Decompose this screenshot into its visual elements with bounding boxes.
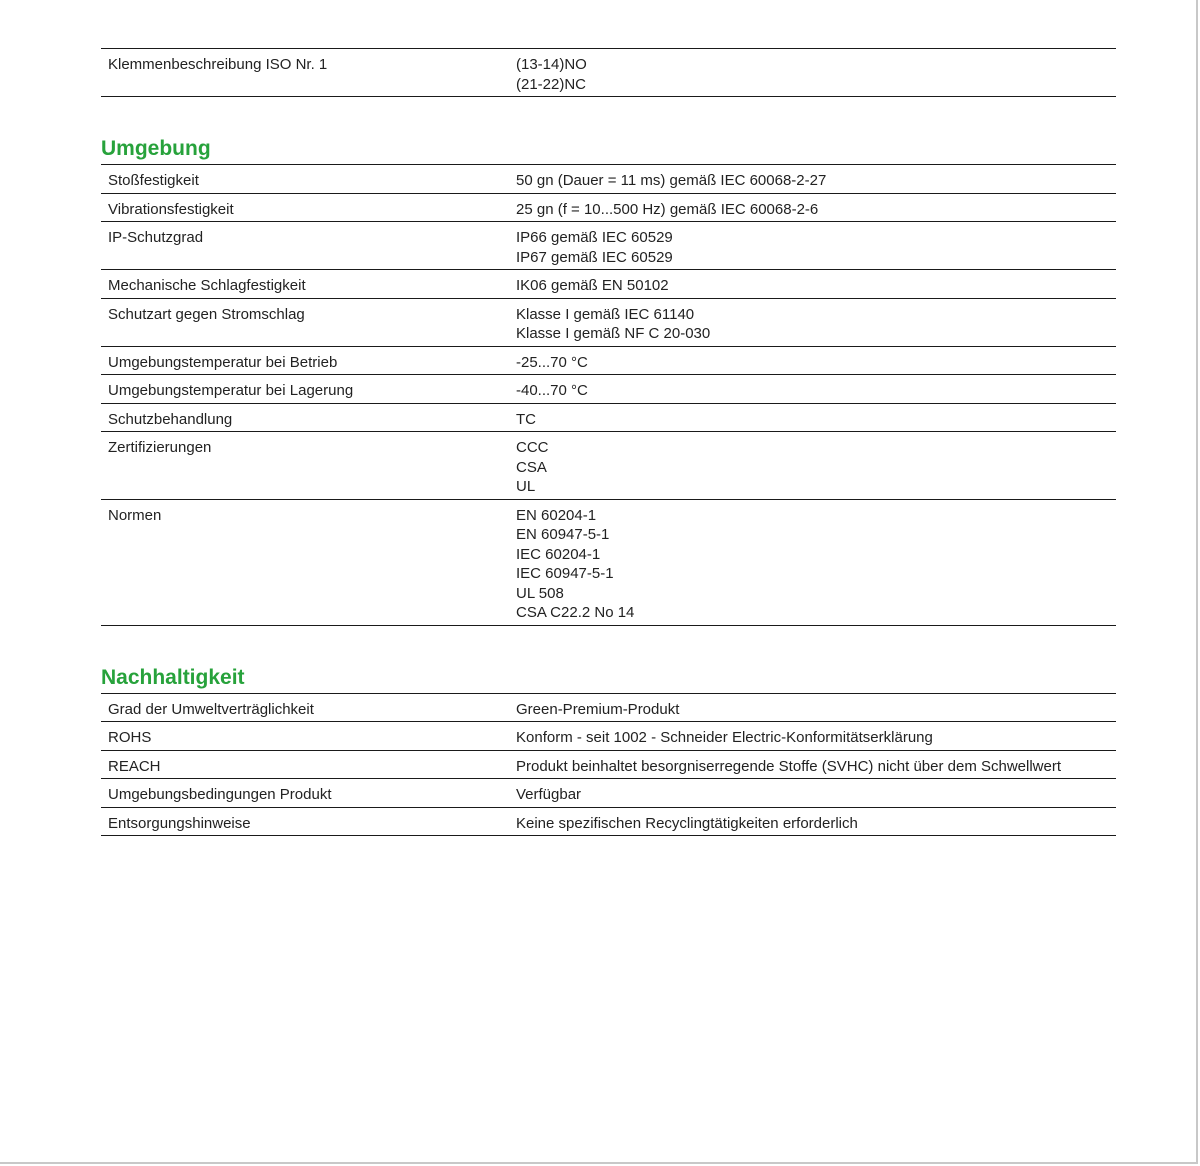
spec-value-cell <box>509 807 1116 836</box>
terminal-spec-table <box>101 48 1116 97</box>
spec-value-cell <box>509 375 1116 404</box>
spec-value: TC <box>516 410 536 428</box>
spec-value-cell <box>509 779 1116 808</box>
spec-label: Umgebungstemperatur bei Betrieb <box>101 346 509 375</box>
spec-label: IP-Schutzgrad <box>101 222 509 270</box>
spec-row <box>101 722 1116 751</box>
spec-label: Zertifizierungen <box>101 432 509 500</box>
spec-value: Verfügbar <box>516 786 582 803</box>
spec-label: Normen <box>101 499 509 625</box>
section-title-nachhaltigkeit: Nachhaltigkeit <box>101 665 245 689</box>
spec-value: EN 60947-5-1 <box>516 526 610 543</box>
spec-row <box>101 499 1116 625</box>
document-content <box>101 48 1116 836</box>
spec-value: Konform - seit 1002 - Schneider Electric-Konformitätserklärung <box>516 729 933 746</box>
spec-row <box>101 750 1116 779</box>
spec-value-cell <box>509 722 1116 751</box>
spec-value-cell <box>509 750 1116 779</box>
nachhaltigkeit-section <box>101 666 1116 837</box>
spec-label: Entsorgungshinweise <box>101 807 509 836</box>
spec-value: Klasse I gemäß NF C 20-030 <box>516 325 711 342</box>
spec-value: -25...70 °C <box>516 353 588 371</box>
spec-row <box>101 165 1116 194</box>
umgebung-section <box>101 137 1116 626</box>
spec-value-cell <box>509 499 1116 625</box>
spec-value: -40...70 °C <box>516 382 588 399</box>
spec-value-cell <box>509 346 1116 375</box>
spec-value: CSA C22.2 No 14 <box>516 604 635 621</box>
spec-value: Produkt beinhaltet besorgniserregende Stoffe (SVHC) nicht über dem Schwellwert <box>516 757 1062 775</box>
spec-row <box>101 807 1116 836</box>
spec-value: IP67 gemäß IEC 60529 <box>516 248 673 266</box>
section-title-umgebung: Umgebung <box>101 137 211 160</box>
spec-label: Mechanische Schlagfestigkeit <box>101 270 509 299</box>
spec-row <box>101 49 1116 97</box>
spec-value-cell <box>509 49 1116 97</box>
spec-value: CCC <box>516 439 549 456</box>
spec-row <box>101 693 1116 722</box>
spec-label: Umgebungsbedingungen Produkt <box>101 779 509 808</box>
spec-value-cell <box>509 193 1116 222</box>
spec-row <box>101 403 1116 432</box>
spec-value-cell <box>509 298 1116 346</box>
spec-value-cell <box>509 432 1116 500</box>
spec-value: IK06 gemäß EN 50102 <box>516 277 669 294</box>
spec-value: IEC 60204-1 <box>516 545 601 563</box>
spec-label: Umgebungstemperatur bei Lagerung <box>101 375 509 404</box>
terminal-section <box>101 48 1116 97</box>
spec-value: EN 60204-1 <box>516 506 597 524</box>
spec-row <box>101 375 1116 404</box>
umgebung-spec-table <box>101 164 1116 626</box>
spec-value: Keine spezifischen Recyclingtätigkeiten erforderlich <box>516 814 858 832</box>
spec-value: CSA <box>516 458 547 476</box>
spec-value: UL <box>516 478 536 495</box>
spec-label: REACH <box>101 750 509 779</box>
spec-row <box>101 779 1116 808</box>
spec-value: 25 gn (f = 10...500 Hz) gemäß IEC 60068-2-6 <box>516 200 819 218</box>
spec-value: UL 508 <box>516 584 564 602</box>
spec-value-cell <box>509 403 1116 432</box>
spec-value-cell <box>509 693 1116 722</box>
spec-label: Klemmenbeschreibung ISO Nr. 1 <box>101 49 509 97</box>
spec-row <box>101 346 1116 375</box>
spec-row <box>101 432 1116 500</box>
spec-label: Grad der Umweltverträglichkeit <box>101 693 509 722</box>
spec-value: 50 gn (Dauer = 11 ms) gemäß IEC 60068-2-27 <box>516 172 827 189</box>
spec-row <box>101 193 1116 222</box>
nachhaltigkeit-spec-table <box>101 693 1116 837</box>
spec-row <box>101 270 1116 299</box>
spec-value: IP66 gemäß IEC 60529 <box>516 229 673 246</box>
spec-label: Schutzbehandlung <box>101 403 509 432</box>
spec-value: (21-22)NC <box>516 75 587 93</box>
spec-value: (13-14)NO <box>516 56 587 73</box>
spec-value: Klasse I gemäß IEC 61140 <box>516 305 695 323</box>
spec-value: IEC 60947-5-1 <box>516 565 614 582</box>
spec-label: Vibrationsfestigkeit <box>101 193 509 222</box>
spec-value: Green-Premium-Produkt <box>516 700 680 718</box>
spec-value-cell <box>509 222 1116 270</box>
spec-row <box>101 222 1116 270</box>
spec-value-cell <box>509 165 1116 194</box>
spec-label: Stoßfestigkeit <box>101 165 509 194</box>
spec-label: ROHS <box>101 722 509 751</box>
spec-value-cell <box>509 270 1116 299</box>
spec-row <box>101 298 1116 346</box>
spec-label: Schutzart gegen Stromschlag <box>101 298 509 346</box>
